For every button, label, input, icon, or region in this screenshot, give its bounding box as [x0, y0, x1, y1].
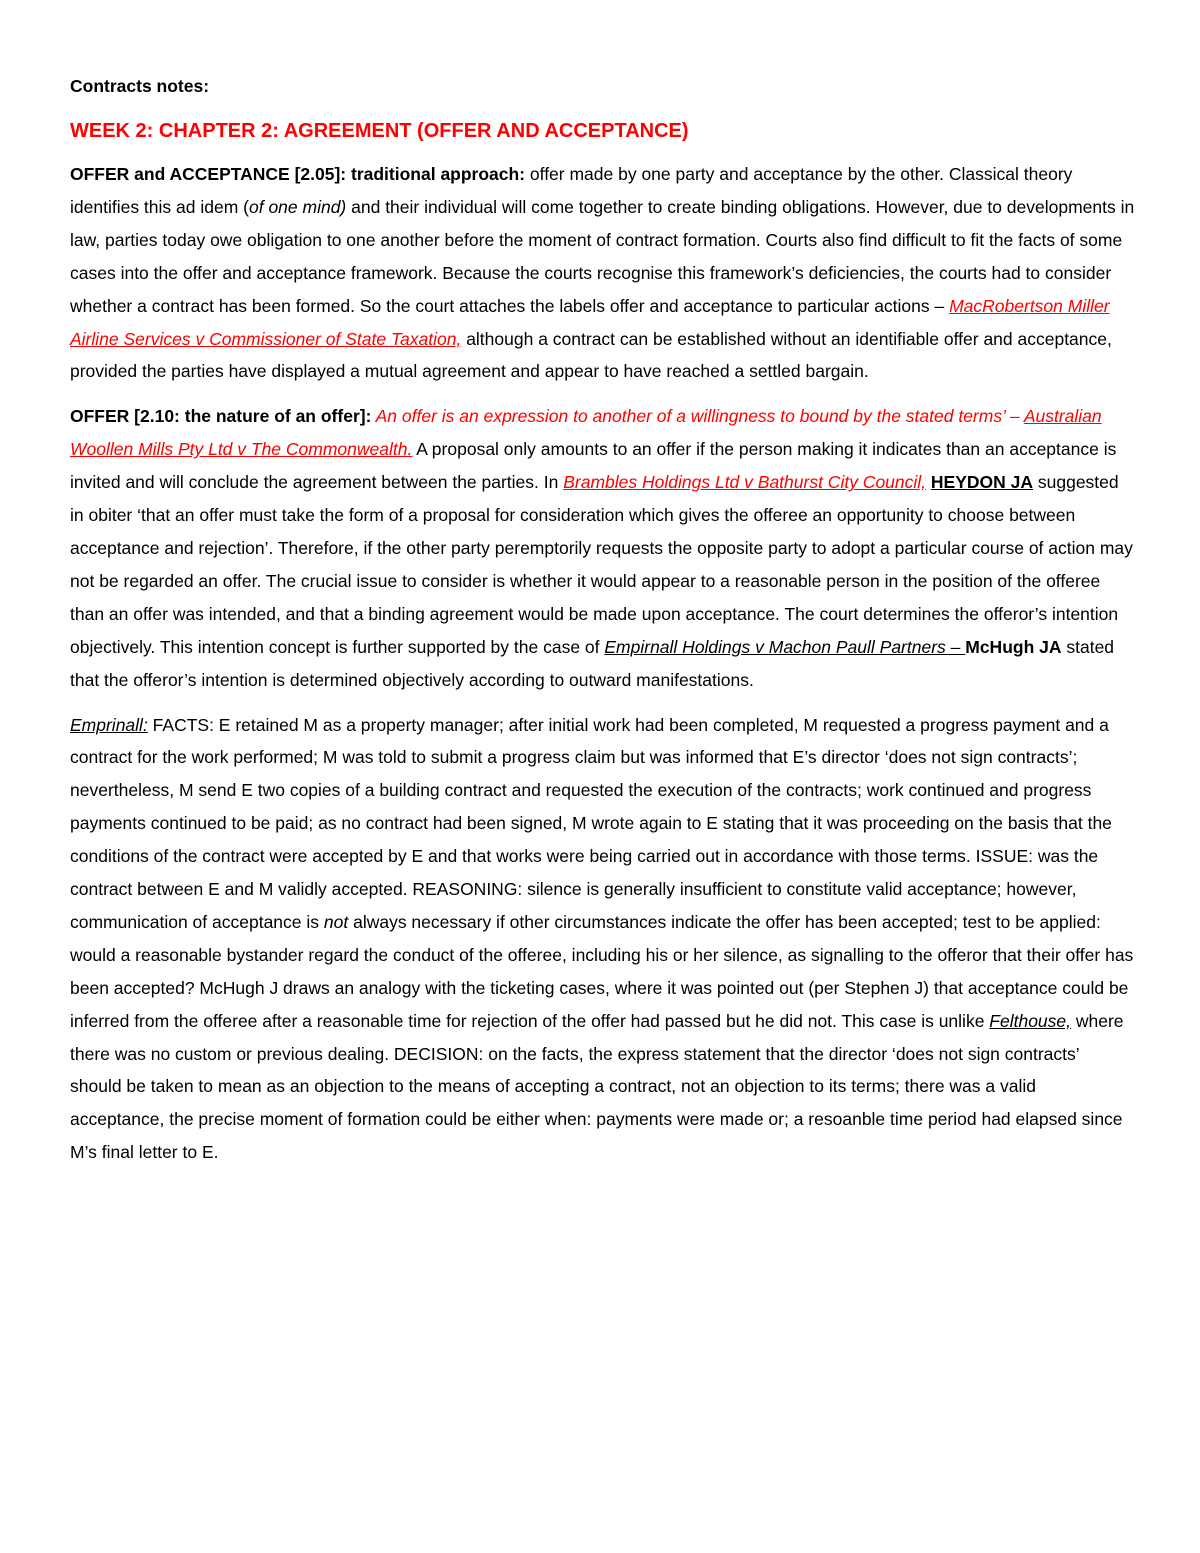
text-run: A proposal only amounts to an offer if the person making it indicates than an acceptance is invited and will conclude the agreement between the parties. In	[70, 439, 1117, 493]
paragraph-emprinall-case	[70, 709, 1135, 1170]
notes-title: Contracts notes:	[70, 76, 210, 96]
section-lead-offer: OFFER [2.10: the nature of an offer]:	[70, 406, 372, 427]
italic-phrase: of one mind)	[248, 196, 347, 217]
case-citation-felthouse: Felthouse,	[989, 1010, 1072, 1031]
judge-name-heydon: HEYDON JA	[930, 472, 1034, 493]
case-citation-emprinall: Emprinall:	[70, 714, 148, 735]
case-citation-empirnall: Empirnall Holdings v Machon Paull Partners –	[604, 636, 966, 657]
chapter-heading: WEEK 2: CHAPTER 2: AGREEMENT (OFFER AND ACCEPTANCE)	[70, 120, 689, 142]
italic-word: not	[323, 911, 349, 932]
text-run: where there was no custom or previous dealing. DECISION: on the facts, the express statement that the director ‘does not sign contracts’ should be taken to mean as an objection to the means of accepting a contract, not an objection to its terms; there was a valid acceptance, the precise moment of formation could be either when: payments were made or; a resoanble time period had elapsed since M’s final letter to E.	[70, 1010, 1124, 1163]
judge-name-mchugh: McHugh JA	[965, 636, 1062, 657]
case-citation-macrobertson: MacRobertson Miller Airline Services v Commissioner of State Taxation,	[70, 295, 1110, 349]
paragraph-offer-and-acceptance	[70, 158, 1135, 388]
document-page	[70, 70, 1135, 1181]
paragraph-nature-of-offer	[70, 400, 1135, 696]
text-run: and their individual will come together to create binding obligations. However, due to developments in law, parties today owe obligation to one another before the moment of contract formation. Courts also find difficult to fit the facts of some cases into the offer and acceptance framework. Because the courts recognise this framework’s deficiencies, the courts had to consider whether a contract has been formed. So the court attaches the labels offer and acceptance to particular actions –	[70, 196, 1135, 316]
text-run: although a contract can be established without an identifiable offer and acceptance, provided the parties have displayed a mutual agreement and appear to have reached a settled bargain.	[70, 328, 1112, 382]
text-run: offer made by one party and acceptance by the other. Classical theory identifies this ad idem (	[70, 164, 1073, 217]
text-run: stated that the offeror’s intention is determined objectively according to outward manifestations.	[70, 636, 1115, 690]
text-run: always necessary if other circumstances indicate the offer has been accepted; test to be applied: would a reasonable bystander regard the conduct of the offeree, including his or her silence, as signalling to the offeror that their offer has been accepted? McHugh J draws an analogy with the ticketing cases, where it was pointed out (per Stephen J) that acceptance could be inferred from the offeree after a reasonable time for rejection of the offer had passed but he did not. This case is unlike	[70, 911, 1134, 1031]
offer-definition-quote: An offer is an expression to another of a willingness to bound by the stated terms’ –	[371, 406, 1024, 427]
case-citation-brambles: Brambles Holdings Ltd v Bathurst City Council,	[563, 472, 927, 493]
section-lead-offer-acceptance: OFFER and ACCEPTANCE [2.05]: traditional approach:	[70, 164, 526, 184]
text-run: suggested in obiter ‘that an offer must take the form of a proposal for consideration which gives the offeree an opportunity to choose between acceptance and rejection’. Therefore, if the other party peremptorily requests the opposite party to adopt a particular course of action may not be regarded an offer. The crucial issue to consider is whether it would appear to a reasonable person in the position of the offeree than an offer was intended, and that a binding agreement would be made upon acceptance. The court determines the offeror’s intention objectively. This intention concept is further supported by the case of	[70, 472, 1133, 657]
text-run: FACTS: E retained M as a property manager; after initial work had been completed, M requested a progress payment and a contract for the work performed; M was told to submit a progress claim but was informed that E’s director ‘does not sign contracts’; nevertheless, M send E two copies of a building contract and requested the execution of the contracts; work continued and progress payments continued to be paid; as no contract had been signed, M wrote again to E stating that it was proceeding on the basis that the conditions of the contract were accepted by E and that works were being carried out in accordance with those terms. ISSUE: was the contract between E and M validly accepted. REASONING: silence is generally insufficient to constitute valid acceptance; however, communication of acceptance is	[70, 714, 1112, 932]
case-citation-australian-woollen-mills: Australian Woollen Mills Pty Ltd v The Commonwealth.	[70, 406, 1102, 460]
